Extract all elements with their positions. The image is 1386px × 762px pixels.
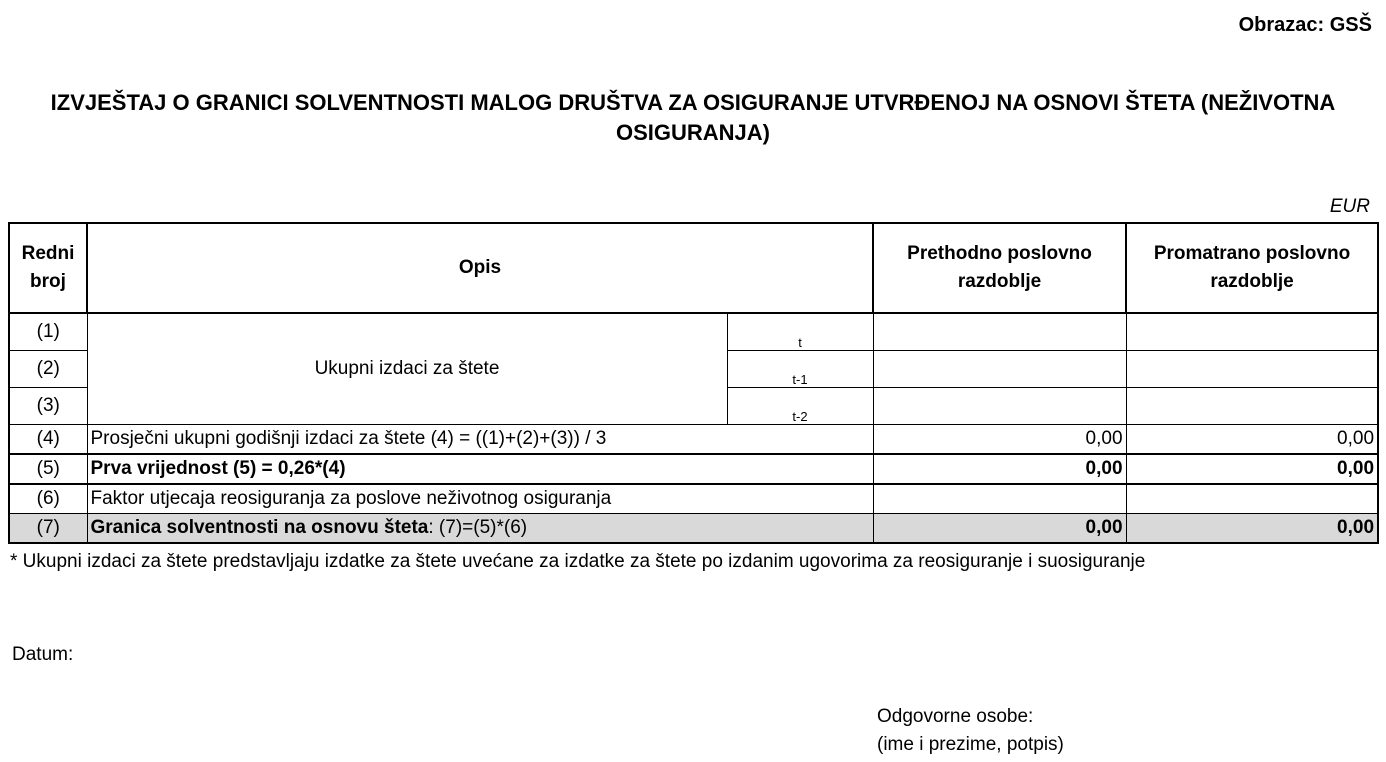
previous-value-cell: 0,00 [873, 425, 1126, 455]
row-number: (5) [9, 454, 87, 484]
currency-label: EUR [1329, 196, 1370, 217]
observed-value-cell[interactable] [1126, 484, 1378, 514]
observed-value-cell: 0,00 [1126, 514, 1378, 544]
row-label: Prosječni ukupni godišnji izdaci za štete (4) = ((1)+(2)+(3)) / 3 [87, 425, 873, 455]
row-number: (4) [9, 425, 87, 455]
footnote: * Ukupni izdaci za štete predstavljaju izdatke za štete uvećane za izdatke za štete po izdanim ugovorima za reosiguranje i suosiguranje [10, 551, 1146, 572]
row-label-formula: : (7)=(5)*(6) [428, 517, 528, 538]
previous-value-cell[interactable] [873, 313, 1126, 351]
report-title: IZVJEŠTAJ O GRANICI SOLVENTNOSTI MALOG DRUŠTVA ZA OSIGURANJE UTVRĐENOJ NA OSNOVI ŠTETA (NEŽIVOTNA OSIGURANJA) [50, 90, 1336, 145]
observed-value-cell[interactable] [1126, 313, 1378, 351]
row-number: (7) [9, 514, 87, 544]
observed-value-cell[interactable] [1126, 351, 1378, 388]
responsible-hint: (ime i prezime, potpis) [877, 734, 1064, 755]
row-label: Prva vrijednost (5) = 0,26*(4) [87, 454, 873, 484]
solvency-table [8, 222, 1379, 544]
period-label: t [727, 313, 873, 351]
row-label: Faktor utjecaja reosiguranja za poslove neživotnog osiguranja [87, 484, 873, 514]
responsible-persons [877, 703, 1064, 759]
header-rownum: Redni broj [9, 223, 87, 313]
header-observed-period: Promatrano poslovno razdoblje [1126, 223, 1378, 313]
previous-value-cell: 0,00 [873, 454, 1126, 484]
table-row-7 [9, 514, 1378, 544]
observed-value-cell[interactable] [1126, 388, 1378, 425]
header-previous-period: Prethodno poslovno razdoblje [873, 223, 1126, 313]
date-label: Datum: [12, 644, 74, 665]
header-description: Opis [87, 223, 873, 313]
row-number: (6) [9, 484, 87, 514]
previous-value-cell: 0,00 [873, 514, 1126, 544]
row-number: (1) [9, 313, 87, 351]
observed-value-cell: 0,00 [1126, 454, 1378, 484]
observed-value-cell: 0,00 [1126, 425, 1378, 455]
row-number: (2) [9, 351, 87, 388]
period-label: t-1 [727, 351, 873, 388]
row-label [87, 514, 873, 544]
table-header-row [9, 223, 1378, 313]
period-label: t-2 [727, 388, 873, 425]
table-row-1 [9, 313, 1378, 351]
previous-value-cell[interactable] [873, 351, 1126, 388]
previous-value-cell[interactable] [873, 484, 1126, 514]
table-row-5 [9, 454, 1378, 484]
previous-value-cell[interactable] [873, 388, 1126, 425]
claims-group-label: Ukupni izdaci za štete [87, 313, 727, 425]
table-row-6 [9, 484, 1378, 514]
responsible-label: Odgovorne osobe: [877, 706, 1034, 727]
table-row-4 [9, 425, 1378, 455]
row-number: (3) [9, 388, 87, 425]
form-code: Obrazac: GSŠ [1238, 14, 1372, 36]
row-label-bold: Granica solventnosti na osnovu šteta [90, 517, 429, 538]
